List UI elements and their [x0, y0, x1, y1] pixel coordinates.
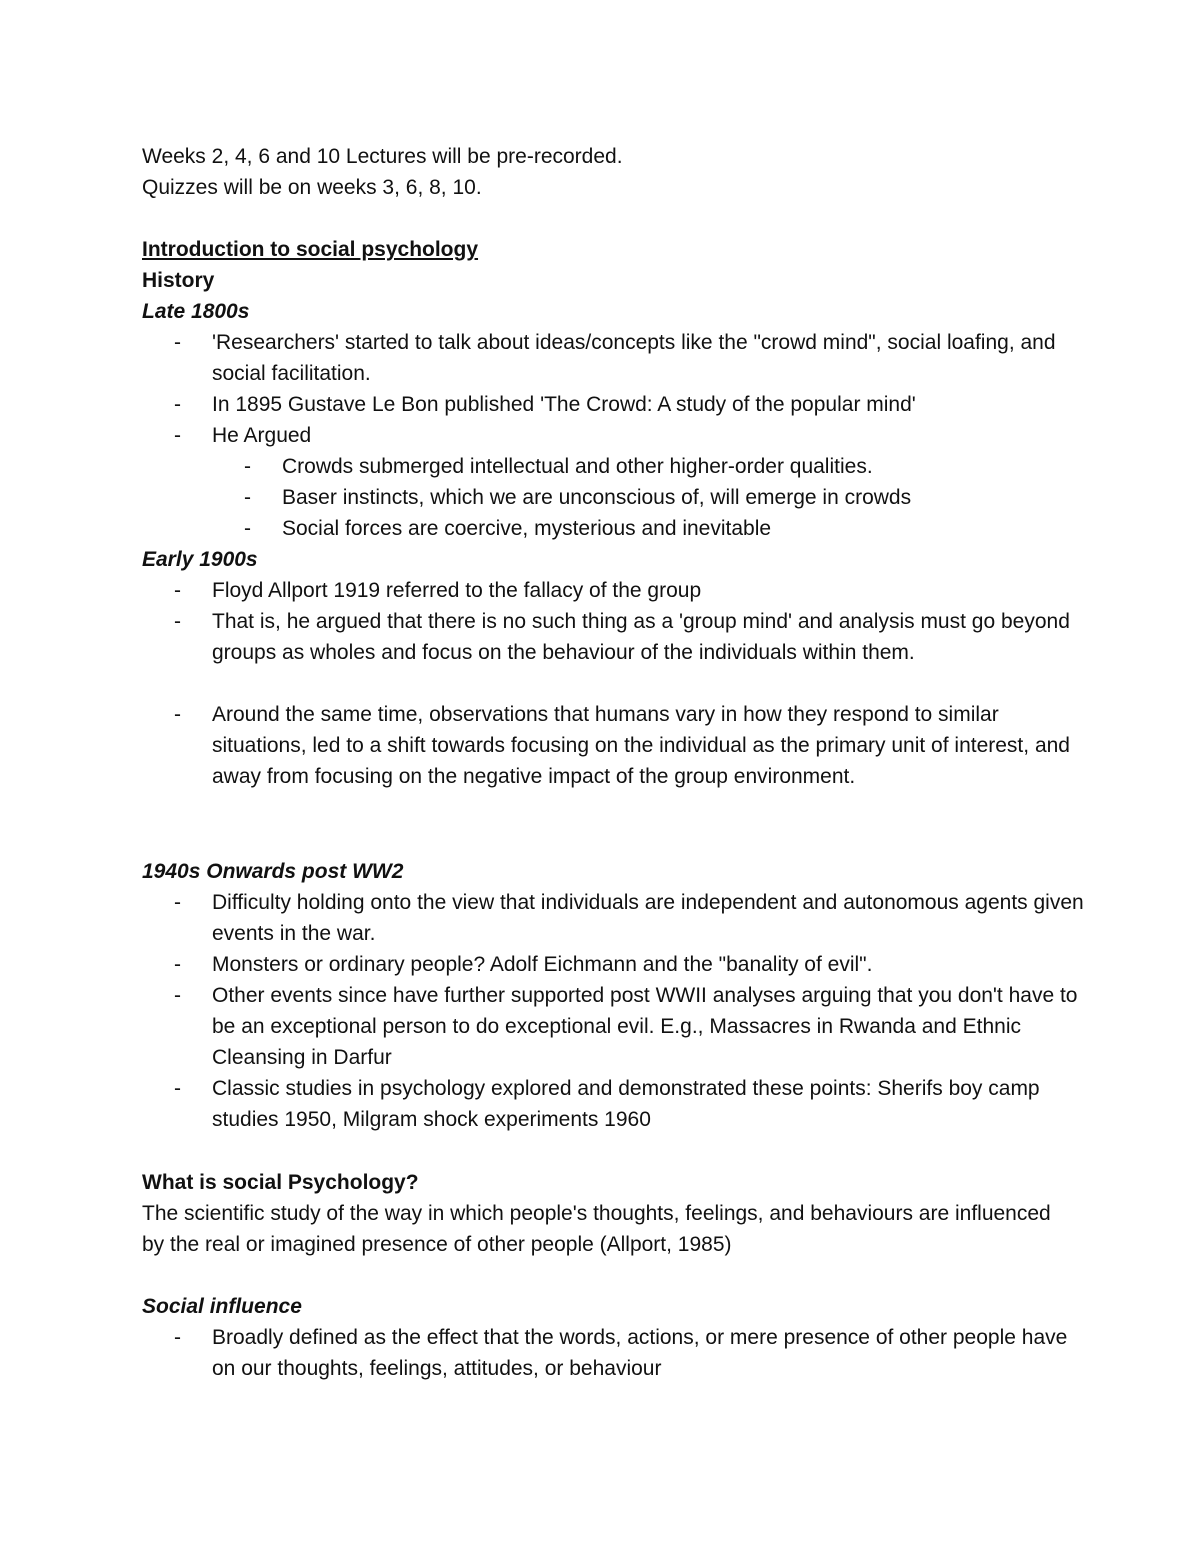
bullet-dash: - — [174, 610, 181, 633]
bullet-dash: - — [174, 1326, 181, 1349]
list-item-text: He Argued — [212, 424, 312, 447]
list-item — [174, 699, 1092, 792]
list-item-text: That is, he argued that there is no such thing as a 'group mind' and analysis must go beyond groups as wholes and focus on the behaviour of the individuals within them. — [212, 610, 1070, 664]
bullet-dash: - — [174, 424, 181, 447]
bullet-dash: - — [174, 953, 181, 976]
list-item-text: Social forces are coercive, mysterious and inevitable — [282, 517, 772, 540]
list-item-text: Floyd Allport 1919 referred to the fallacy of the group — [212, 579, 702, 602]
list-item-text: Around the same time, observations that humans vary in how they respond to similar situations, led to a shift towards focusing on the individual as the primary unit of interest, and away from focusing on the negative impact of the group environment. — [212, 703, 1070, 788]
bullet-dash: - — [174, 1077, 181, 1100]
list-item-text: In 1895 Gustave Le Bon published 'The Crowd: A study of the popular mind' — [212, 393, 916, 416]
bullet-dash: - — [174, 703, 181, 726]
social-influence-heading: Social influence — [142, 1295, 302, 1318]
list-item-text: 'Researchers' started to talk about ideas/concepts like the "crowd mind", social loafing, and social facilitation. — [212, 331, 1056, 385]
list-item-text: Other events since have further supported post WWII analyses arguing that you don't have to be an exceptional person to do exceptional evil. E.g., Massacres in Rwanda and Ethnic Cleansing in Darfur — [212, 984, 1078, 1069]
definition-text: The scientific study of the way in which people's thoughts, feelings, and behaviours are influenced by the real or imagined presence of other people (Allport, 1985) — [142, 1202, 1051, 1256]
list-item-text: Broadly defined as the effect that the words, actions, or mere presence of other people have on our thoughts, feelings, attitudes, or behaviour — [212, 1326, 1068, 1380]
history-heading: History — [142, 269, 215, 292]
late-1800s-heading: Late 1800s — [142, 300, 250, 323]
bullet-dash: - — [244, 517, 251, 540]
list-item — [174, 606, 1092, 668]
document-title: Introduction to social psychology — [142, 238, 479, 261]
list-item — [174, 887, 1092, 949]
sub-list-item — [244, 482, 1092, 513]
list-item — [174, 389, 1092, 420]
bullet-dash: - — [174, 579, 181, 602]
sub-list-item — [244, 451, 1092, 482]
bullet-dash: - — [174, 891, 181, 914]
early-1900s-heading: Early 1900s — [142, 548, 258, 571]
list-item-text: Classic studies in psychology explored and demonstrated these points: Sherifs boy camp studies 1950, Milgram shock experiments 1960 — [212, 1077, 1040, 1131]
list-item — [174, 980, 1092, 1073]
list-item-text: Monsters or ordinary people? Adolf Eichmann and the "banality of evil". — [212, 953, 873, 976]
bullet-dash: - — [174, 984, 181, 1007]
bullet-dash: - — [174, 331, 181, 354]
list-item — [174, 575, 1092, 606]
list-item — [174, 1322, 1092, 1384]
bullet-dash: - — [244, 455, 251, 478]
what-is-heading: What is social Psychology? — [142, 1171, 419, 1194]
list-item — [174, 327, 1092, 389]
list-item — [174, 949, 1092, 980]
post-ww2-heading: 1940s Onwards post WW2 — [142, 860, 404, 883]
list-item — [174, 1073, 1092, 1135]
bullet-dash: - — [174, 393, 181, 416]
list-item-text: Baser instincts, which we are unconscious of, will emerge in crowds — [282, 486, 912, 509]
list-item-text: Difficulty holding onto the view that individuals are independent and autonomous agents given events in the war. — [212, 891, 1084, 945]
list-item — [174, 420, 1092, 451]
sub-list-item — [244, 513, 1092, 544]
list-item-text: Crowds submerged intellectual and other higher-order qualities. — [282, 455, 873, 478]
intro-line-1: Weeks 2, 4, 6 and 10 Lectures will be pre-recorded. — [142, 145, 623, 168]
bullet-dash: - — [244, 486, 251, 509]
intro-line-2: Quizzes will be on weeks 3, 6, 8, 10. — [142, 176, 482, 199]
